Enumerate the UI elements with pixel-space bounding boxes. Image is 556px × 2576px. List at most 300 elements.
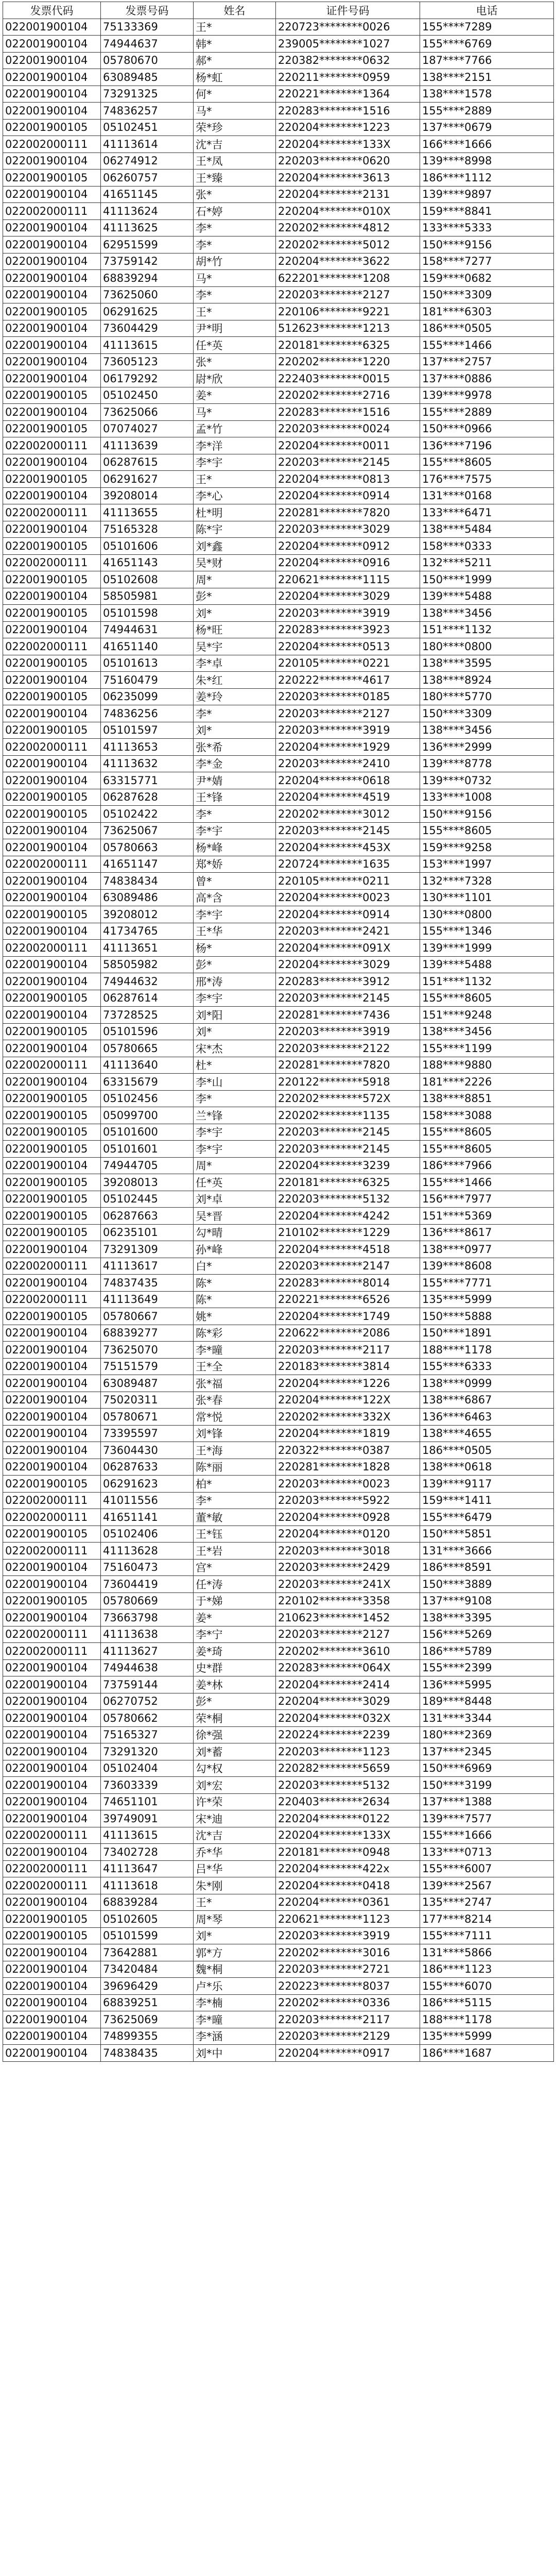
id-number-cell: 220282********5659	[276, 1760, 420, 1777]
table-row	[3, 152, 554, 170]
id-number-cell: 220203********5922	[276, 1492, 420, 1509]
name-cell: 张*希	[194, 739, 276, 756]
invoice-number-cell: 06179292	[101, 370, 194, 387]
table-row	[3, 839, 554, 856]
name-cell: 王*华	[194, 923, 276, 940]
id-number-cell: 220204********3029	[276, 1693, 420, 1710]
invoice-code-cell: 022001900104	[3, 1342, 101, 1359]
table-row	[3, 1090, 554, 1107]
invoice-code-cell: 022002000111	[3, 1291, 101, 1308]
phone-cell: 137****0679	[420, 119, 554, 136]
table-row	[3, 1994, 554, 2011]
id-number-cell: 220221********1364	[276, 86, 420, 103]
id-number-cell: 220203********2127	[276, 286, 420, 303]
invoice-code-cell: 022001900104	[3, 839, 101, 856]
invoice-number-cell: 05102422	[101, 806, 194, 823]
name-cell: 尹*婧	[194, 772, 276, 789]
invoice-code-cell: 022001900105	[3, 1191, 101, 1208]
name-cell: 陈*	[194, 1275, 276, 1292]
name-cell: 郭*方	[194, 1944, 276, 1961]
invoice-number-cell: 06287615	[101, 454, 194, 471]
invoice-number-cell: 74944631	[101, 621, 194, 638]
name-cell: 邢*涛	[194, 973, 276, 990]
table-row	[3, 873, 554, 890]
invoice-number-cell: 73625066	[101, 404, 194, 421]
invoice-code-cell: 022001900105	[3, 806, 101, 823]
id-number-cell: 220203********2122	[276, 1040, 420, 1057]
invoice-code-cell: 022001900104	[3, 1007, 101, 1024]
phone-cell: 177****8214	[420, 1911, 554, 1928]
invoice-code-cell: 022001900104	[3, 103, 101, 120]
id-number-cell: 220204********0011	[276, 437, 420, 454]
phone-cell: 158****7277	[420, 253, 554, 270]
invoice-code-cell: 022001900104	[3, 1459, 101, 1476]
table-row	[3, 420, 554, 437]
invoice-number-cell: 73395597	[101, 1425, 194, 1442]
invoice-number-cell: 58505982	[101, 956, 194, 973]
table-row	[3, 353, 554, 370]
id-number-cell: 220202********572X	[276, 1090, 420, 1107]
name-cell: 宋*杰	[194, 1040, 276, 1057]
id-number-cell: 220202********3016	[276, 1944, 420, 1961]
name-cell: 杨*旺	[194, 621, 276, 638]
phone-cell: 138****0618	[420, 1459, 554, 1476]
id-number-cell: 220204********091X	[276, 940, 420, 957]
id-number-cell: 220203********0620	[276, 152, 420, 170]
invoice-code-cell: 022001900105	[3, 1911, 101, 1928]
id-number-cell: 220622********2086	[276, 1325, 420, 1342]
phone-cell: 155****8605	[420, 990, 554, 1007]
phone-cell: 155****6007	[420, 1860, 554, 1877]
table-row	[3, 1040, 554, 1057]
invoice-number-cell: 05101597	[101, 722, 194, 739]
table-row	[3, 1726, 554, 1743]
id-number-cell: 220204********133X	[276, 1827, 420, 1844]
id-number-cell: 220203********5132	[276, 1777, 420, 1794]
name-cell: 李*宇	[194, 990, 276, 1007]
table-row	[3, 1191, 554, 1208]
invoice-code-cell: 022002000111	[3, 1643, 101, 1660]
invoice-number-cell: 41113638	[101, 1626, 194, 1643]
phone-cell: 138****5484	[420, 521, 554, 538]
name-cell: 高*含	[194, 889, 276, 906]
name-cell: 姜*	[194, 387, 276, 404]
id-number-cell: 220204********422x	[276, 1860, 420, 1877]
id-number-cell: 220203********2429	[276, 1559, 420, 1576]
invoice-code-cell: 022001900105	[3, 471, 101, 488]
invoice-code-cell: 022002000111	[3, 504, 101, 521]
phone-cell: 186****8591	[420, 1559, 554, 1576]
table-row	[3, 1793, 554, 1810]
invoice-code-cell: 022001900105	[3, 1124, 101, 1141]
table-row	[3, 2045, 554, 2062]
name-cell: 周*	[194, 1157, 276, 1174]
table-row	[3, 370, 554, 387]
phone-cell: 139****2567	[420, 1877, 554, 1894]
invoice-code-cell: 022001900104	[3, 873, 101, 890]
invoice-number-cell: 05099700	[101, 1107, 194, 1124]
invoice-number-cell: 39208014	[101, 487, 194, 504]
phone-cell: 135****5999	[420, 1291, 554, 1308]
id-number-cell: 220204********0917	[276, 2045, 420, 2062]
name-cell: 吴*晋	[194, 1208, 276, 1225]
invoice-code-cell: 022001900105	[3, 722, 101, 739]
invoice-code-cell: 022001900105	[3, 1174, 101, 1191]
name-cell: 李*曈	[194, 1342, 276, 1359]
name-cell: 彭*	[194, 956, 276, 973]
invoice-code-cell: 022001900105	[3, 906, 101, 923]
name-cell: 杜*明	[194, 504, 276, 521]
invoice-number-cell: 41113624	[101, 203, 194, 220]
invoice-number-cell: 74838434	[101, 873, 194, 890]
table-row	[3, 1308, 554, 1325]
phone-cell: 159****8841	[420, 203, 554, 220]
invoice-number-cell: 05101598	[101, 605, 194, 622]
invoice-code-cell: 022001900105	[3, 1023, 101, 1040]
name-cell: 王*锋	[194, 789, 276, 806]
id-number-cell: 220403********2634	[276, 1793, 420, 1810]
phone-cell: 137****9108	[420, 1592, 554, 1609]
id-number-cell: 220204********0928	[276, 1509, 420, 1526]
id-number-cell: 220283********064X	[276, 1659, 420, 1676]
invoice-code-cell: 022001900105	[3, 303, 101, 320]
invoice-code-cell: 022001900104	[3, 487, 101, 504]
phone-cell: 186****0505	[420, 320, 554, 337]
name-cell: 刘*	[194, 605, 276, 622]
id-number-cell: 222403********0015	[276, 370, 420, 387]
table-row	[3, 1141, 554, 1158]
invoice-number-cell: 41651145	[101, 186, 194, 203]
id-number-cell: 220221********6526	[276, 1291, 420, 1308]
phone-cell: 187****7766	[420, 52, 554, 69]
phone-cell: 138****3395	[420, 1609, 554, 1626]
id-number-cell: 220211********0959	[276, 69, 420, 86]
invoice-number-cell: 73625060	[101, 286, 194, 303]
id-number-cell: 220203********2421	[276, 923, 420, 940]
id-number-cell: 210102********1229	[276, 1224, 420, 1241]
invoice-code-cell: 022001900104	[3, 1074, 101, 1091]
name-cell: 李*	[194, 806, 276, 823]
id-number-cell: 220203********0024	[276, 420, 420, 437]
id-number-cell: 220222********4617	[276, 672, 420, 689]
name-cell: 史*群	[194, 1659, 276, 1676]
name-cell: 魏*桐	[194, 1961, 276, 1978]
phone-cell: 153****1997	[420, 856, 554, 873]
invoice-code-cell: 022001900104	[3, 973, 101, 990]
name-cell: 李*	[194, 286, 276, 303]
invoice-code-cell: 022001900104	[3, 286, 101, 303]
name-cell: 董*敏	[194, 1509, 276, 1526]
phone-cell: 150****6969	[420, 1760, 554, 1777]
invoice-number-cell: 06291623	[101, 1476, 194, 1493]
phone-cell: 131****0168	[420, 487, 554, 504]
phone-cell: 150****1891	[420, 1325, 554, 1342]
table-row	[3, 404, 554, 421]
invoice-number-cell: 41113639	[101, 437, 194, 454]
phone-cell: 133****0713	[420, 1844, 554, 1861]
id-number-cell: 220204********0916	[276, 554, 420, 571]
invoice-number-cell: 05102456	[101, 1090, 194, 1107]
table-row	[3, 1057, 554, 1074]
id-number-cell: 220382********0632	[276, 52, 420, 69]
name-cell: 张*	[194, 353, 276, 370]
table-row	[3, 1492, 554, 1509]
id-number-cell: 220203********2129	[276, 2028, 420, 2045]
phone-cell: 139****8998	[420, 152, 554, 170]
invoice-table	[3, 2, 554, 2062]
header-phone: 电话	[420, 2, 554, 19]
id-number-cell: 220281********7820	[276, 1057, 420, 1074]
invoice-number-cell: 05780665	[101, 1040, 194, 1057]
invoice-code-cell: 022001900105	[3, 1107, 101, 1124]
table-row	[3, 1224, 554, 1241]
invoice-number-cell: 05102445	[101, 1191, 194, 1208]
id-number-cell: 220204********0120	[276, 1526, 420, 1543]
invoice-number-cell: 68839284	[101, 1894, 194, 1911]
name-cell: 任*英	[194, 1174, 276, 1191]
phone-cell: 186****5789	[420, 1643, 554, 1660]
name-cell: 孙*峰	[194, 1241, 276, 1258]
table-row	[3, 1375, 554, 1392]
name-cell: 杨*峰	[194, 839, 276, 856]
invoice-code-cell: 022001900104	[3, 320, 101, 337]
invoice-code-cell: 022002000111	[3, 1509, 101, 1526]
invoice-number-cell: 73728525	[101, 1007, 194, 1024]
phone-cell: 155****1346	[420, 923, 554, 940]
invoice-code-cell: 022001900104	[3, 186, 101, 203]
invoice-number-cell: 41113651	[101, 940, 194, 957]
invoice-code-cell: 022001900105	[3, 990, 101, 1007]
invoice-number-cell: 74837435	[101, 1275, 194, 1292]
phone-cell: 155****2399	[420, 1659, 554, 1676]
invoice-number-cell: 41651147	[101, 856, 194, 873]
invoice-number-cell: 05102450	[101, 387, 194, 404]
invoice-code-cell: 022001900104	[3, 337, 101, 354]
table-row	[3, 806, 554, 823]
table-row	[3, 487, 554, 504]
name-cell: 马*	[194, 270, 276, 287]
invoice-number-cell: 39208012	[101, 906, 194, 923]
name-cell: 许*荣	[194, 1793, 276, 1810]
table-row	[3, 86, 554, 103]
phone-cell: 137****0886	[420, 370, 554, 387]
invoice-code-cell: 022001900104	[3, 1576, 101, 1593]
phone-cell: 138****3456	[420, 1023, 554, 1040]
invoice-number-cell: 05780671	[101, 1409, 194, 1426]
name-cell: 刘*	[194, 1927, 276, 1944]
phone-cell: 180****5770	[420, 688, 554, 705]
id-number-cell: 220281********1828	[276, 1459, 420, 1476]
phone-cell: 155****1666	[420, 1827, 554, 1844]
name-cell: 张*	[194, 186, 276, 203]
invoice-number-cell: 05102404	[101, 1760, 194, 1777]
invoice-number-cell: 41113614	[101, 136, 194, 153]
id-number-cell: 220203********2145	[276, 990, 420, 1007]
id-number-cell: 220203********0185	[276, 688, 420, 705]
invoice-number-cell: 05101601	[101, 1141, 194, 1158]
name-cell: 尉*欣	[194, 370, 276, 387]
invoice-number-cell: 39749091	[101, 1810, 194, 1827]
id-number-cell: 220202********5012	[276, 236, 420, 253]
name-cell: 刘*锋	[194, 1425, 276, 1442]
table-row	[3, 1409, 554, 1426]
header-row	[3, 2, 554, 19]
table-row	[3, 605, 554, 622]
name-cell: 李*	[194, 236, 276, 253]
id-number-cell: 220204********453X	[276, 839, 420, 856]
invoice-number-cell: 41734765	[101, 923, 194, 940]
invoice-number-cell: 75160473	[101, 1559, 194, 1576]
invoice-number-cell: 75020311	[101, 1392, 194, 1409]
id-number-cell: 220203********2117	[276, 2011, 420, 2028]
id-number-cell: 220203********3919	[276, 605, 420, 622]
invoice-code-cell: 022001900105	[3, 1090, 101, 1107]
invoice-number-cell: 75165328	[101, 521, 194, 538]
id-number-cell: 220203********3919	[276, 722, 420, 739]
id-number-cell: 220204********0023	[276, 889, 420, 906]
invoice-code-cell: 022001900104	[3, 1375, 101, 1392]
invoice-code-cell: 022001900104	[3, 521, 101, 538]
phone-cell: 188****1178	[420, 1342, 554, 1359]
name-cell: 李*山	[194, 1074, 276, 1091]
name-cell: 李*宇	[194, 1141, 276, 1158]
invoice-number-cell: 74899355	[101, 2028, 194, 2045]
name-cell: 李*曈	[194, 2011, 276, 2028]
invoice-code-cell: 022001900105	[3, 119, 101, 136]
id-number-cell: 220203********2410	[276, 755, 420, 772]
id-number-cell: 220203********2145	[276, 822, 420, 839]
invoice-code-cell: 022001900104	[3, 1693, 101, 1710]
name-cell: 姜*林	[194, 1676, 276, 1693]
invoice-code-cell: 022001900104	[3, 1944, 101, 1961]
id-number-cell: 220283********1516	[276, 404, 420, 421]
invoice-number-cell: 73604419	[101, 1576, 194, 1593]
invoice-number-cell: 41113615	[101, 337, 194, 354]
id-number-cell: 210623********1452	[276, 1609, 420, 1626]
name-cell: 王*	[194, 471, 276, 488]
phone-cell: 155****6070	[420, 1978, 554, 1995]
invoice-number-cell: 73759144	[101, 1676, 194, 1693]
name-cell: 彭*	[194, 1693, 276, 1710]
id-number-cell: 220204********0418	[276, 1877, 420, 1894]
invoice-code-cell: 022001900104	[3, 36, 101, 53]
invoice-code-cell: 022001900104	[3, 219, 101, 236]
id-number-cell: 220204********032X	[276, 1710, 420, 1727]
name-cell: 李*楠	[194, 1994, 276, 2011]
invoice-code-cell: 022001900104	[3, 353, 101, 370]
table-row	[3, 1208, 554, 1225]
phone-cell: 155****8605	[420, 1124, 554, 1141]
invoice-number-cell: 41651140	[101, 638, 194, 655]
id-number-cell: 220203********3029	[276, 521, 420, 538]
name-cell: 吕*华	[194, 1860, 276, 1877]
phone-cell: 131****3666	[420, 1543, 554, 1560]
name-cell: 陈*丽	[194, 1459, 276, 1476]
id-number-cell: 220621********1115	[276, 571, 420, 588]
name-cell: 李*涵	[194, 2028, 276, 2045]
invoice-number-cell: 73605123	[101, 353, 194, 370]
phone-cell: 186****5115	[420, 1994, 554, 2011]
id-number-cell: 220203********3919	[276, 1927, 420, 1944]
invoice-number-cell: 05102608	[101, 571, 194, 588]
header-invoice-code: 发票代码	[3, 2, 101, 19]
invoice-number-cell: 41113653	[101, 739, 194, 756]
id-number-cell: 220202********3012	[276, 806, 420, 823]
invoice-code-cell: 022002000111	[3, 554, 101, 571]
phone-cell: 136****6463	[420, 1409, 554, 1426]
table-row	[3, 1543, 554, 1560]
invoice-number-cell: 41651141	[101, 1509, 194, 1526]
table-row	[3, 504, 554, 521]
id-number-cell: 220181********6325	[276, 1174, 420, 1191]
phone-cell: 138****8924	[420, 672, 554, 689]
table-row	[3, 688, 554, 705]
invoice-number-cell: 05102605	[101, 1911, 194, 1928]
table-row	[3, 1760, 554, 1777]
table-row	[3, 52, 554, 69]
invoice-number-cell: 06270752	[101, 1693, 194, 1710]
name-cell: 李*金	[194, 755, 276, 772]
invoice-code-cell: 022001900104	[3, 1559, 101, 1576]
invoice-code-cell: 022001900105	[3, 387, 101, 404]
invoice-code-cell: 022001900104	[3, 672, 101, 689]
id-number-cell: 220322********0387	[276, 1442, 420, 1459]
phone-cell: 155****1466	[420, 1174, 554, 1191]
phone-cell: 139****1999	[420, 940, 554, 957]
table-row	[3, 19, 554, 36]
table-row	[3, 1392, 554, 1409]
phone-cell: 139****8608	[420, 1258, 554, 1275]
phone-cell: 136****7196	[420, 437, 554, 454]
table-row	[3, 320, 554, 337]
invoice-number-cell: 74944705	[101, 1157, 194, 1174]
name-cell: 任*英	[194, 337, 276, 354]
id-number-cell: 220183********3814	[276, 1358, 420, 1375]
invoice-code-cell: 022002000111	[3, 203, 101, 220]
table-row	[3, 1844, 554, 1861]
invoice-number-cell: 41113655	[101, 504, 194, 521]
table-row	[3, 1961, 554, 1978]
phone-cell: 139****5488	[420, 588, 554, 605]
invoice-code-cell: 022001900104	[3, 1425, 101, 1442]
invoice-code-cell: 022001900104	[3, 1358, 101, 1375]
phone-cell: 186****7966	[420, 1157, 554, 1174]
invoice-number-cell: 68839277	[101, 1325, 194, 1342]
name-cell: 张*福	[194, 1375, 276, 1392]
table-row	[3, 1927, 554, 1944]
name-cell: 柏*	[194, 1476, 276, 1493]
invoice-number-cell: 41113647	[101, 1860, 194, 1877]
phone-cell: 135****2747	[420, 1894, 554, 1911]
invoice-number-cell: 05102451	[101, 119, 194, 136]
invoice-code-cell: 022001900105	[3, 420, 101, 437]
name-cell: 王*	[194, 19, 276, 36]
table-row	[3, 1978, 554, 1995]
table-row	[3, 705, 554, 722]
table-row	[3, 103, 554, 120]
invoice-number-cell: 73291320	[101, 1743, 194, 1760]
phone-cell: 155****1466	[420, 337, 554, 354]
id-number-cell: 220203********1123	[276, 1743, 420, 1760]
table-row	[3, 940, 554, 957]
id-number-cell: 220204********2414	[276, 1676, 420, 1693]
table-row	[3, 571, 554, 588]
invoice-code-cell: 022001900104	[3, 370, 101, 387]
invoice-number-cell: 41113617	[101, 1258, 194, 1275]
invoice-code-cell: 022001900104	[3, 270, 101, 287]
phone-cell: 139****9897	[420, 186, 554, 203]
id-number-cell: 220204********4242	[276, 1208, 420, 1225]
